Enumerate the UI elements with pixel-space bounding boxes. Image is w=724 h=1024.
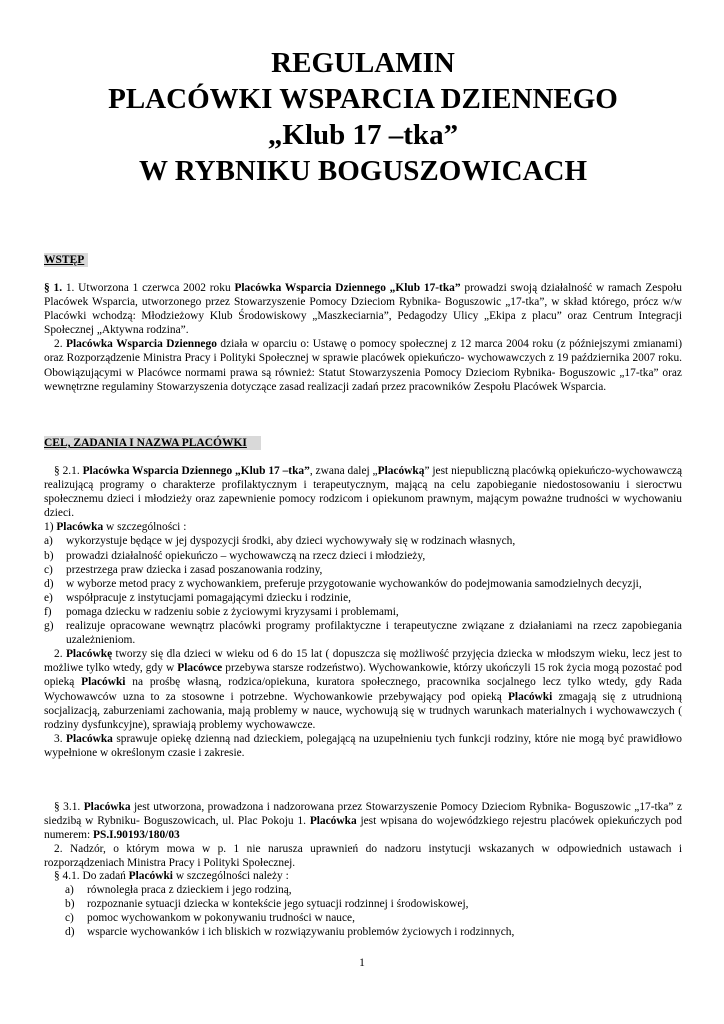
title-line-4: W RYBNIKU BOGUSZOWICACH [138,155,587,187]
paragraph-1-2: 2. Placówka Wsparcia Dziennego działa w oparciu o: Ustawę o pomocy społecznej z 12 marca 2004 roku (z późniejszymi zmianami) oraz Rozporządzenie Ministra Pracy i Polityki Społecznej w sprawie placówek opiekuńczo- wychowawczych z 19 października 2007 roku. Obowiązującymi w Placówce normami prawa są również: Statut Stowarzyszenia Pomocy Dzieciom Rybnika- Boguszowic „17-tka” oraz wewnętrzne regulaminy Stowarzyszenia dotyczące zasad realizacji zadań przez pracowników Zespołu Placówek Wsparcia. [44,338,683,393]
section-4-body [44,869,682,939]
list-item: e) współpracuje z instytucjami pomagającymi dziecku i rodzinie, [44,591,351,604]
title-line-3: „Klub 17 –tka” [267,119,459,151]
paragraph-2-1: § 2.1. Placówka Wsparcia Dziennego „Klub 17 –tka”, zwana dalej „Placówką” jest niepubliczną placówką opiekuńczo-wychowawczą realizującą programy o charakterze profilaktycznym i terapeutycznym, mającą na celu zapobieganie niedostosowaniu i sierocтwu społecznemu dzieci i młodzieży oraz zapewnienie pomocy rodzicom i opiekunom prawnym, mającym poważne trudności w wychowaniu dzieci. [44,465,683,520]
task-list [44,534,682,647]
paragraph-2-2: 2. Placówkę tworzy się dla dzieci w wieku od 6 do 15 lat ( dopuszcza się możliwość przyjęcia dziecka w młodszym wieku, lecz jest to możliwe tylko wtedy, gdy w Placówce przebywa starsze rodzeństwo). Wychowankowie, którzy ukończyli 15 rok życia mogą pozostać pod opieką Placówki na prośbę własną, rodzica/opiekuna, kuratora społecznego, pracownika socjalnego lecz tylko wtedy, gdy Rada Wychowawców uzna to za stosowne i potrzebne. Wychowankowie przebywający pod opieką Placówki zmagają się z utrudnioną socjalizacją, zaburzeniami zachowania, mają problemy w nauce, wychowują się w trudnych warunkach materialnych i wychowawczych ( rodziny dysfunkcyjne), sprawiają problemy wychowawcze. [44,648,682,731]
section-heading-cel: CEL, ZADANIA I NAZWA PLACÓWKI [44,436,261,450]
paragraph-3-1: § 3.1. Placówka jest utworzona, prowadzona i nadzorowana przez Stowarzyszenie Pomocy Dzieciom Rybnika- Boguszowic „17-tka” z siedzibą w Rybniku- Boguszowicach, ul. Plac Pokoju 1. Placówka jest wpisana do wojewódzkiego rejestru placówek opiekuńczych pod numerem: PS.I.90193/180/03 [44,801,683,842]
section-3-body [44,800,682,870]
list-item: c) przestrzega praw dziecka i zasad poszanowania rodziny, [44,563,323,576]
section-wstep-body [44,281,682,394]
task-list-4 [44,883,682,939]
list-item: d) w wyborze metod pracy z wychowankiem, preferuje przygotowanie wychowanków do podejmowania samodzielnych decyzji, [44,577,642,590]
list-item: b) rozpoznanie sytuacji dziecka w kontekście jego sytuacji rodzinnej i środowiskowej, [65,898,469,911]
page-number: 1 [359,957,365,969]
section-heading-wstep: WSTĘP [44,253,88,267]
title-line-1: REGULAMIN [271,47,455,79]
paragraph-3-2: 2. Nadzór, o którym mowa w p. 1 nie narusza uprawnień do nadzoru instytucji wskazanych w odpowiednich ustawach i rozporządzeniach Ministra Pracy i Polityki Społecznej. [44,843,682,870]
list-item: c) pomoc wychowankom w pokonywaniu trudności w nauce, [65,912,355,925]
list-item: b) prowadzi działalność opiekuńczo – wychowawczą na rzecz dzieci i młodzieży, [44,549,426,562]
list-item: g) realizuje opracowane wewnątrz placówki programy profilaktyczne i terapeutyczne związane z działaniami na rzecz zapobiegania uzależnieniom. [44,620,682,647]
title-line-2: PLACÓWKI WSPARCIA DZIENNEGO [108,83,618,115]
section-cel-body [44,464,682,760]
list-item: d) wsparcie wychowanków i ich bliskich w rozwiązywaniu problemów życiowych i rodzinnych, [65,926,515,939]
paragraph-4-intro: § 4.1. Do zadań Placówki w szczególności należy : [54,870,289,882]
list-item: f) pomaga dziecku w radzeniu sobie z życiowymi kryzysami i problemami, [44,605,399,618]
list-item: a) wykorzystuje będące w jej dyspozycji środki, aby dzieci wychowywały się w rodzinach własnych, [44,535,516,548]
document-title [44,45,682,189]
paragraph-1-1: § 1. 1. Utworzona 1 czerwca 2002 roku Placówka Wsparcia Dziennego „Klub 17-tka” prowadzi swoją działalność w ramach Zespołu Placówek Wsparcia, utworzonego przez Stowarzyszenie Pomocy Dzieciom Rybnika- Boguszowic „17-tka”, w skład którego, prócz w/w Placówki wchodzą: Młodzieżowy Klub Środowiskowy „Maszkeciarnia”, Pedagodzy Ulicy „Ekipa z placu” oraz Centrum Integracji Społecznej „Aktywna rodzina”. [44,282,682,337]
list-item: a) równoległa praca z dzieckiem i jego rodziną, [65,884,292,897]
paragraph-2-3: 3. Placówka sprawuje opiekę dzienną nad dzieckiem, polegającą na uzupełnieniu tych funkcji rodziny, które nie mogą być prawidłowo wypełnione w określonym czasie i zakresie. [44,732,683,759]
list-intro: 1) Placówka w szczególności : [44,521,187,534]
